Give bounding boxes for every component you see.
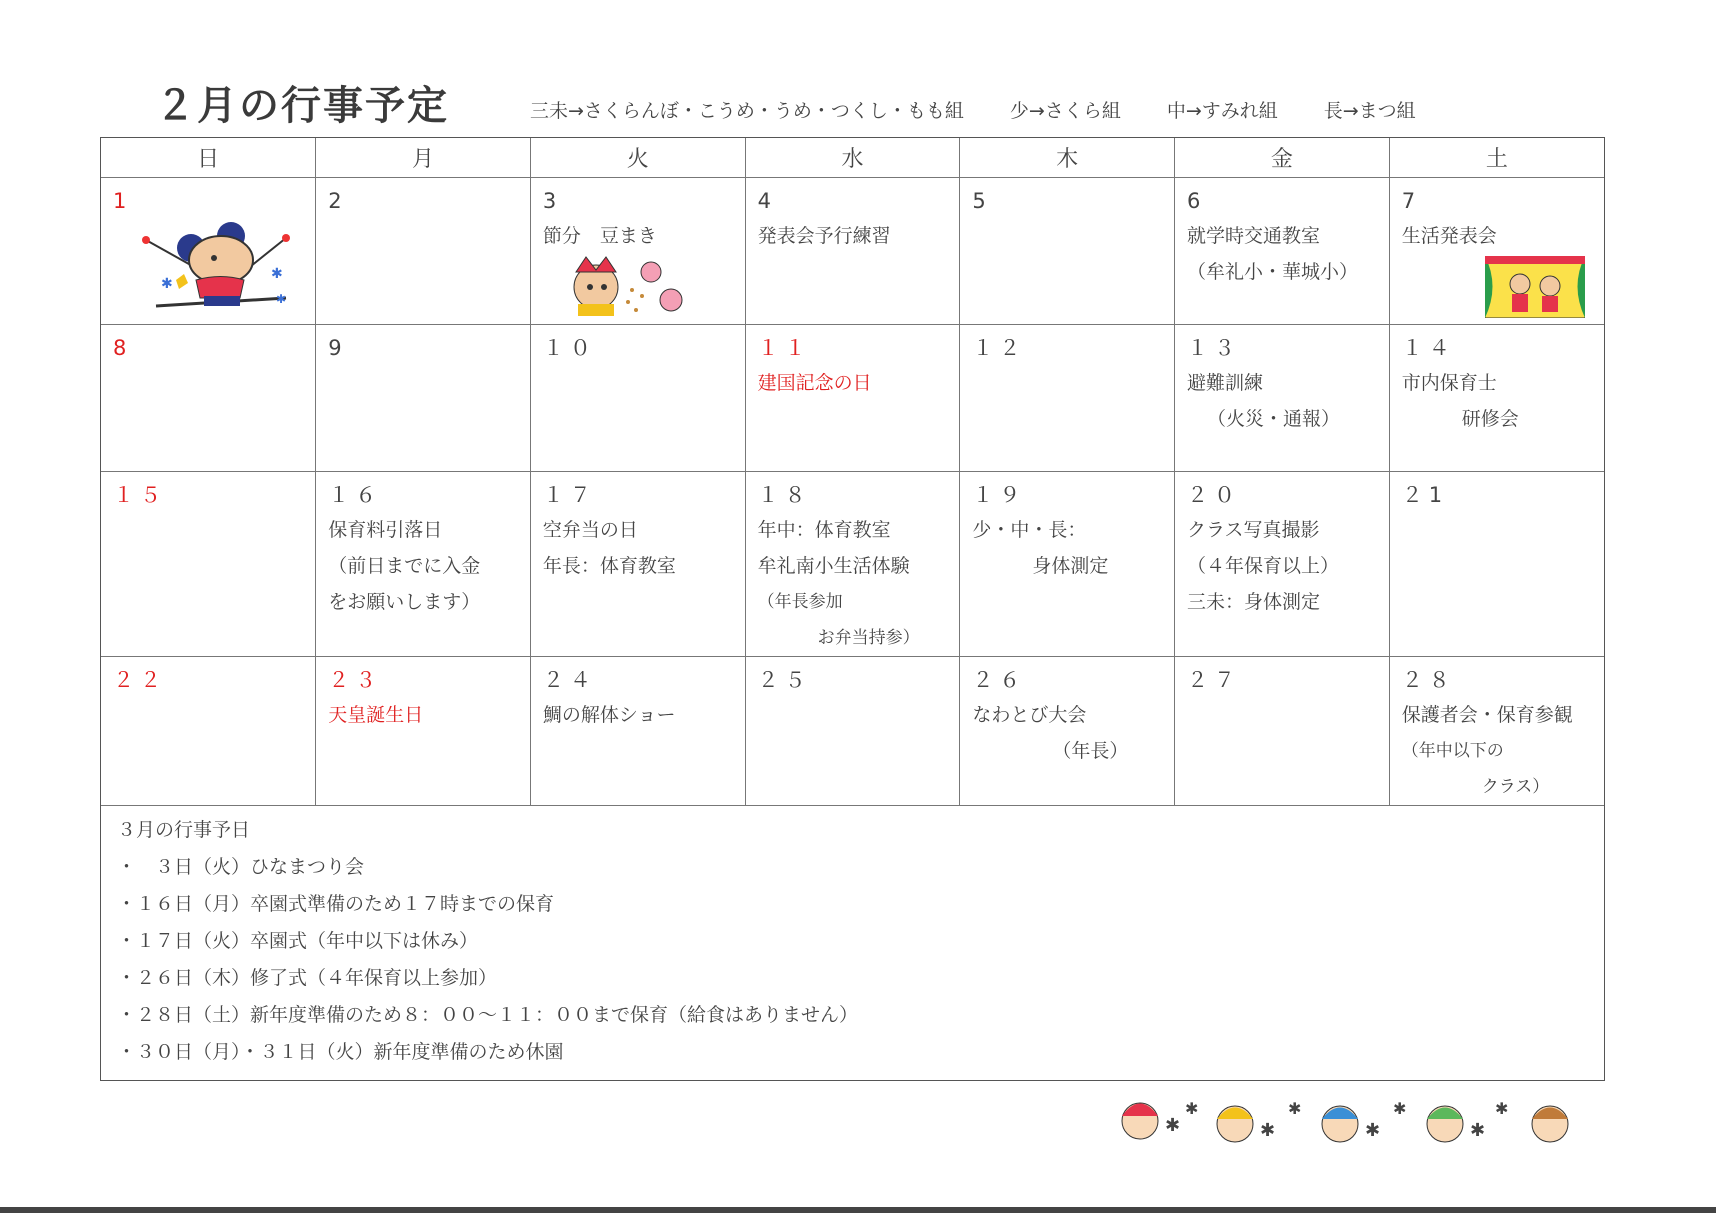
svg-text:✱: ✱ bbox=[276, 292, 287, 306]
event-text: 年中：体育教室 bbox=[757, 519, 891, 541]
event-text: なわとび大会 bbox=[972, 704, 1087, 726]
day-number: 3 bbox=[542, 189, 563, 213]
day-number: １１ bbox=[757, 336, 812, 360]
stage-performance-illustration bbox=[1485, 256, 1585, 318]
day-number: １２ bbox=[972, 336, 1027, 360]
event-text: 発表会予行練習 bbox=[757, 225, 891, 247]
svg-text:✱: ✱ bbox=[1393, 1099, 1407, 1118]
day-number: １６ bbox=[328, 483, 383, 507]
day-number: １４ bbox=[1401, 336, 1456, 360]
day-cell bbox=[960, 325, 1175, 472]
week-row bbox=[101, 657, 1604, 806]
day-cell bbox=[960, 472, 1175, 657]
day-number: ２３ bbox=[328, 668, 383, 692]
event-text: 保育料引落日 bbox=[328, 519, 443, 541]
day-number: １９ bbox=[972, 483, 1027, 507]
legend-item: 三未→さくらんぼ・こうめ・うめ・つくし・もも組 bbox=[530, 100, 964, 122]
day-cell bbox=[960, 178, 1175, 325]
march-item: ・ ３日（火）ひなまつり会 bbox=[117, 856, 365, 878]
event-text: （前日までに入金 bbox=[328, 555, 481, 577]
calendar-grid bbox=[101, 138, 1604, 806]
day-cell bbox=[316, 472, 531, 657]
day-number: ２1 bbox=[1401, 483, 1449, 507]
page-title: ２月の行事予定 bbox=[155, 83, 449, 129]
event-text: （年長参加 bbox=[757, 592, 843, 612]
weekday-wed: 水 bbox=[745, 138, 960, 178]
day-number: ２２ bbox=[113, 668, 167, 692]
event-text: （年中以下の bbox=[1401, 741, 1504, 761]
day-cell bbox=[101, 657, 316, 806]
setsubun-illustration bbox=[556, 252, 696, 322]
day-cell bbox=[960, 657, 1175, 806]
day-cell bbox=[1175, 472, 1390, 657]
weekday-sun: 日 bbox=[101, 138, 316, 178]
day-number: 5 bbox=[972, 189, 992, 213]
day-cell bbox=[1389, 472, 1604, 657]
event-text: 市内保育士 bbox=[1401, 372, 1497, 394]
day-cell bbox=[101, 178, 316, 325]
march-item: ・１７日（火）卒園式（年中以下は休み） bbox=[117, 930, 479, 952]
holiday-text: 天皇誕生日 bbox=[328, 704, 424, 726]
day-cell bbox=[1175, 657, 1390, 806]
day-number: １５ bbox=[113, 483, 167, 507]
day-cell bbox=[316, 178, 531, 325]
day-number: ２８ bbox=[1401, 668, 1456, 692]
day-cell bbox=[530, 472, 745, 657]
svg-text:✱: ✱ bbox=[1165, 1115, 1181, 1136]
day-cell bbox=[316, 657, 531, 806]
day-number: 8 bbox=[113, 336, 133, 360]
day-cell bbox=[530, 178, 745, 325]
weekday-header-row bbox=[101, 138, 1604, 178]
event-text: 生活発表会 bbox=[1401, 225, 1497, 247]
week-row bbox=[101, 325, 1604, 472]
march-item: ・３０日（月）・３１日（火）新年度準備のため休園 bbox=[117, 1041, 564, 1063]
class-legend bbox=[530, 96, 1526, 123]
weekday-sat: 土 bbox=[1389, 138, 1604, 178]
march-item: ・１６日（月）卒園式準備のため１７時までの保育 bbox=[117, 893, 555, 915]
event-text: （４年保育以上） bbox=[1187, 555, 1340, 577]
day-cell bbox=[1175, 325, 1390, 472]
svg-text:✱: ✱ bbox=[1185, 1099, 1199, 1118]
week-row bbox=[101, 472, 1604, 657]
day-cell bbox=[530, 325, 745, 472]
event-text: 保護者会・保育参観 bbox=[1401, 704, 1573, 726]
event-text: 身体測定 bbox=[1032, 555, 1109, 577]
legend-item: 中→すみれ組 bbox=[1166, 100, 1278, 122]
event-text: をお願いします） bbox=[328, 591, 481, 613]
march-item: ・２８日（土）新年度準備のため８：００～１１：００まで保育（給食はありません） bbox=[117, 1004, 859, 1026]
day-number: 9 bbox=[328, 336, 348, 360]
svg-text:✱: ✱ bbox=[1260, 1120, 1276, 1141]
day-number: １０ bbox=[542, 336, 597, 360]
day-cell bbox=[1175, 178, 1390, 325]
day-number: 2 bbox=[328, 189, 348, 213]
event-text: 牟礼南小生活体験 bbox=[757, 555, 910, 577]
day-number: 1 bbox=[113, 189, 133, 213]
day-cell bbox=[316, 325, 531, 472]
day-cell bbox=[101, 472, 316, 657]
event-text: 節分 豆まき bbox=[542, 225, 657, 247]
weekday-tue: 火 bbox=[530, 138, 745, 178]
event-text: 就学時交通教室 bbox=[1187, 225, 1321, 247]
day-number: １７ bbox=[542, 483, 597, 507]
day-cell bbox=[745, 657, 960, 806]
svg-text:✱: ✱ bbox=[1365, 1120, 1381, 1141]
svg-text:✱: ✱ bbox=[1288, 1099, 1302, 1118]
event-text: 年長：体育教室 bbox=[542, 555, 676, 577]
day-number: ２６ bbox=[972, 668, 1027, 692]
weekday-mon: 月 bbox=[316, 138, 531, 178]
day-cell bbox=[1389, 178, 1604, 325]
event-text: （年長） bbox=[1052, 740, 1129, 762]
event-text: クラス写真撮影 bbox=[1187, 519, 1320, 541]
day-number: ２７ bbox=[1187, 668, 1242, 692]
legend-item: 長→まつ組 bbox=[1323, 100, 1416, 122]
day-cell bbox=[745, 472, 960, 657]
calendar bbox=[100, 137, 1605, 1081]
day-cell bbox=[745, 325, 960, 472]
holiday-text: 建国記念の日 bbox=[757, 372, 872, 394]
day-cell bbox=[530, 657, 745, 806]
day-number: ２５ bbox=[757, 668, 812, 692]
svg-text:✱: ✱ bbox=[1495, 1099, 1509, 1118]
legend-item: 少→さくら組 bbox=[1009, 100, 1121, 122]
week-row bbox=[101, 178, 1604, 325]
skiing-mouse-illustration bbox=[136, 218, 296, 313]
event-text: （牟礼小・華城小） bbox=[1187, 261, 1359, 283]
event-text: 鯛の解体ショー bbox=[542, 704, 676, 726]
event-text: 空弁当の日 bbox=[542, 519, 638, 541]
day-cell bbox=[1389, 325, 1604, 472]
event-text: 避難訓練 bbox=[1187, 372, 1264, 394]
day-number: １３ bbox=[1187, 336, 1242, 360]
event-text: お弁当持参） bbox=[817, 628, 920, 648]
day-cell bbox=[101, 325, 316, 472]
weekday-fri: 金 bbox=[1175, 138, 1390, 178]
event-text: （火災・通報） bbox=[1207, 408, 1341, 430]
weekday-thu: 木 bbox=[960, 138, 1175, 178]
event-text: 研修会 bbox=[1461, 408, 1519, 430]
page-bottom-border bbox=[0, 1207, 1716, 1213]
svg-text:✱: ✱ bbox=[1470, 1120, 1486, 1141]
march-heading: ３月の行事予日 bbox=[117, 819, 251, 841]
event-text: 少・中・長： bbox=[972, 519, 1087, 541]
svg-text:✱: ✱ bbox=[161, 276, 173, 292]
march-schedule bbox=[101, 806, 1604, 1077]
day-number: ２０ bbox=[1187, 483, 1242, 507]
svg-text:✱: ✱ bbox=[271, 266, 283, 282]
day-cell bbox=[745, 178, 960, 325]
event-text: 三未：身体測定 bbox=[1187, 591, 1321, 613]
children-faces-decoration bbox=[1110, 1086, 1580, 1156]
day-number: ２４ bbox=[542, 668, 597, 692]
day-number: 7 bbox=[1401, 189, 1422, 213]
day-number: 4 bbox=[757, 189, 777, 213]
march-item: ・２６日（木）修了式（４年保育以上参加） bbox=[117, 967, 498, 989]
day-number: 6 bbox=[1187, 189, 1207, 213]
event-text: クラス） bbox=[1481, 777, 1550, 797]
day-cell bbox=[1389, 657, 1604, 806]
day-number: １８ bbox=[757, 483, 812, 507]
